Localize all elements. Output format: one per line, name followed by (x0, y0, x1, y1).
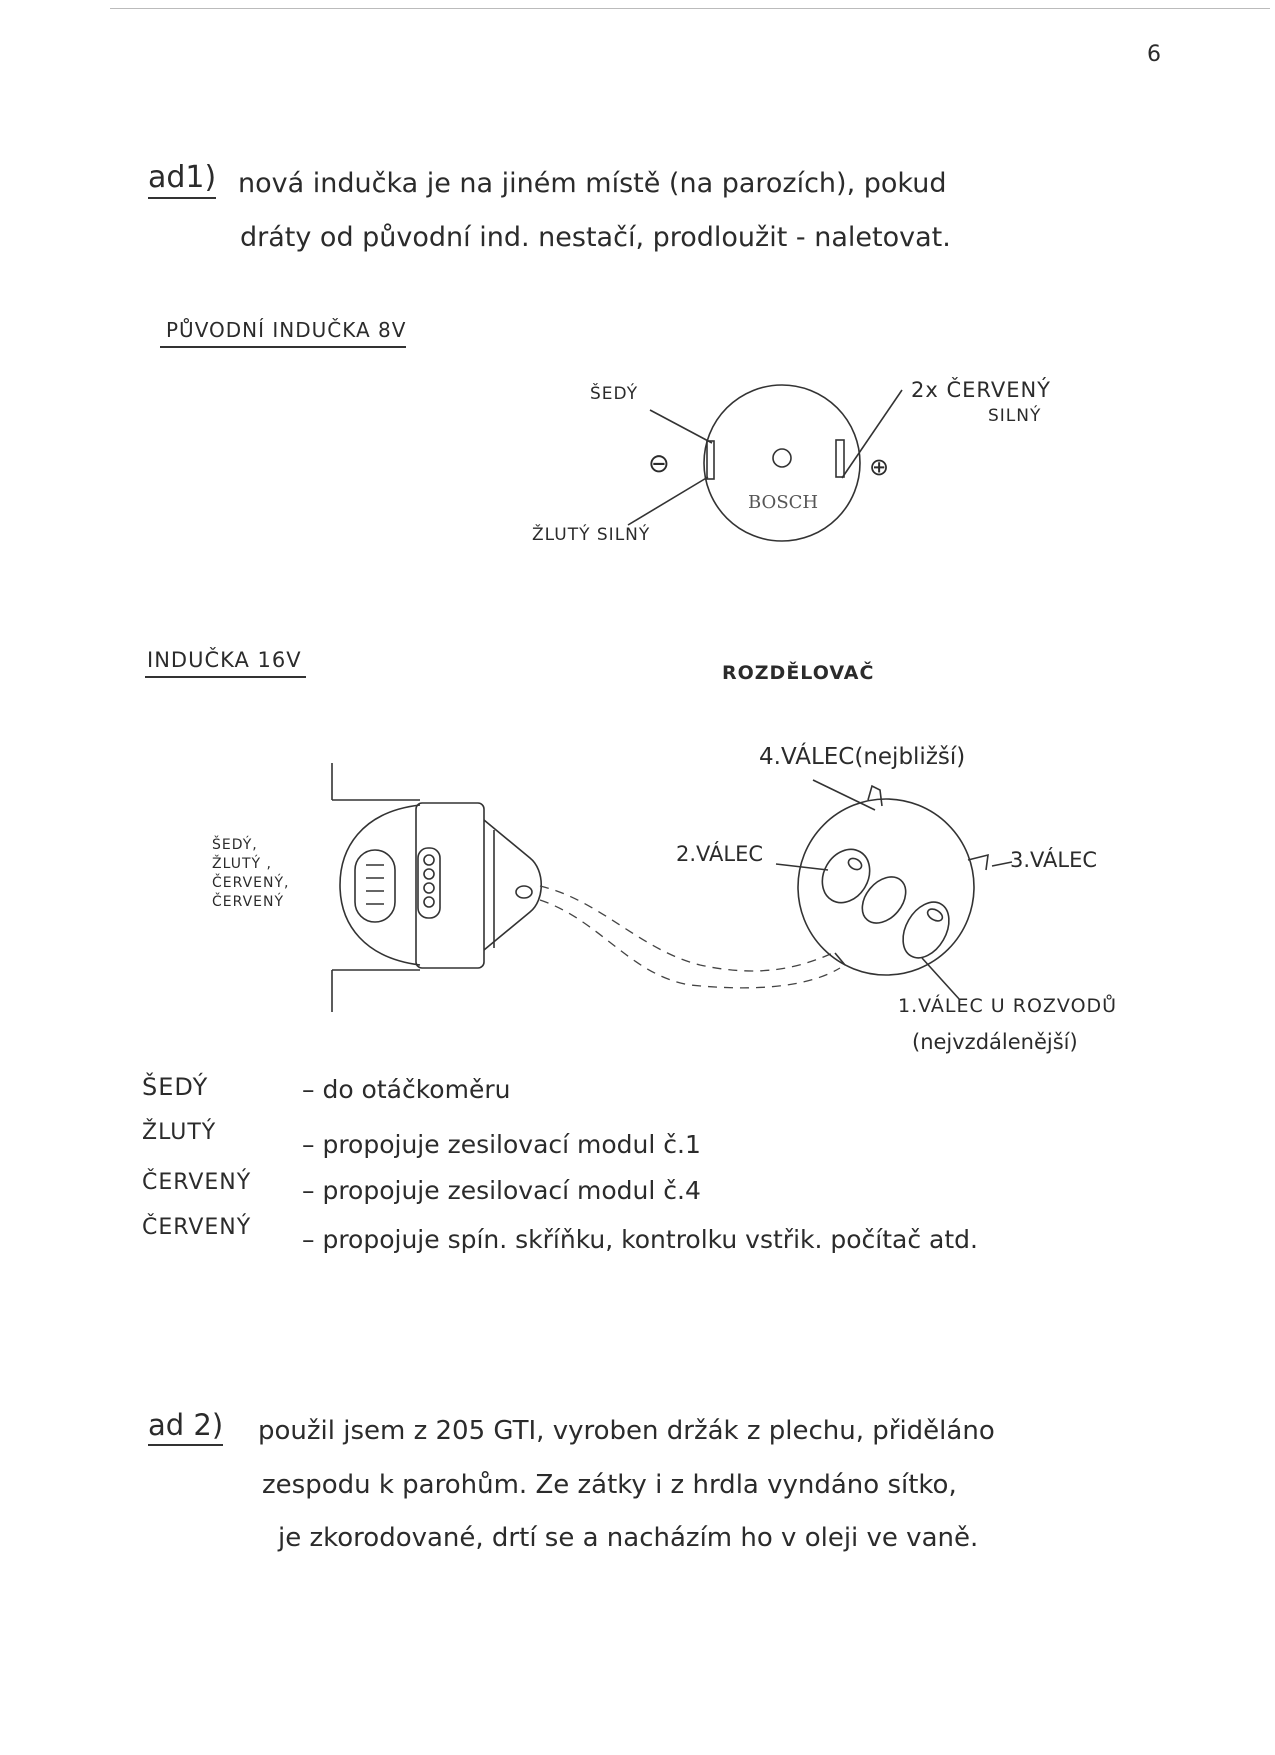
leader-sedy (650, 410, 712, 443)
tower-cyl-4 (868, 786, 882, 806)
distributor-drawing (776, 780, 1012, 1000)
wire-label-2: ŽLUTÝ , (212, 856, 272, 872)
legend-desc-4: – propojuje spín. skříňku, kontrolku vstřik. počítač atd. (302, 1225, 978, 1254)
leader-cyl-1 (922, 958, 960, 1000)
legend-color-3: ČERVENÝ (142, 1170, 252, 1195)
ht-cable-upper (540, 886, 835, 971)
wire-label-1: ŠEDÝ, (212, 837, 258, 853)
distributor-cap (798, 799, 974, 975)
ad1-marker: ad1) (148, 160, 216, 199)
ad2-line-1: použil jsem z 205 GTI, vyroben držák z plechu, přiděláno (258, 1416, 995, 1446)
legend-color-4: ČERVENÝ (142, 1215, 252, 1240)
coil-16v-drawing (332, 763, 541, 1012)
tower-cyl-1 (894, 894, 959, 966)
ad2-line-2: zespodu k parohům. Ze zátky i z hrdla vyndáno sítko, (262, 1470, 957, 1500)
ht-cable-lower (540, 900, 840, 988)
bosch-label: BOSCH (748, 492, 819, 513)
leader-cyl-4 (813, 780, 875, 810)
legend-color-2: ŽLUTÝ (142, 1120, 217, 1145)
leader-cyl-2 (776, 864, 828, 870)
ad1-line-1: nová indučka je na jiném místě (na parozích), pokud (238, 168, 947, 199)
tower-center (853, 869, 914, 932)
label-cyl-4: 4.VÁLEC(nejbližší) (759, 744, 966, 770)
coil-8v-terminal-right (836, 440, 844, 477)
plus-sign: ⊕ (869, 453, 890, 481)
coil-8v-terminal-left (707, 441, 714, 479)
coil-16v-block (416, 803, 484, 968)
label-cyl-1-line-1: 1.VÁLEC U ROZVODŮ (898, 995, 1118, 1017)
legend-color-1: ŠEDÝ (142, 1073, 209, 1101)
label-cyl-3: 3.VÁLEC (1010, 848, 1098, 872)
leader-zluty (628, 477, 708, 525)
coil-16v-arc (340, 805, 420, 965)
tower-cyl-2 (813, 841, 879, 911)
leader-cerveny (842, 390, 902, 478)
heading-8v: PŮVODNÍ INDUČKA 8V (160, 318, 406, 348)
legend-desc-2: – propojuje zesilovací modul č.1 (302, 1130, 701, 1159)
ad2-marker: ad 2) (148, 1408, 223, 1446)
wire-label-3: ČERVENÝ, (212, 875, 290, 891)
ad1-line-2: dráty od původní ind. nestačí, prodloužit - naletovat. (240, 222, 951, 253)
label-zluty-silny: ŽLUTÝ SILNÝ (532, 525, 651, 545)
coil-8v-center (773, 449, 791, 467)
label-cyl-1-line-2: (nejvzdálenější) (912, 1030, 1078, 1054)
coil-16v-nose (484, 820, 541, 950)
label-silny: SILNÝ (988, 406, 1042, 426)
ad2-line-3: je zkorodované, drtí se a nacházím ho v oleji ve vaně. (278, 1523, 979, 1553)
page-number: 6 (1147, 42, 1161, 67)
legend-desc-1: – do otáčkoměru (302, 1075, 511, 1104)
heading-rozdelovac: ROZDĚLOVAČ (722, 662, 875, 684)
wire-label-4: ČERVENÝ (212, 894, 285, 910)
label-sedy-8v: ŠEDÝ (590, 384, 639, 404)
heading-16v: INDUČKA 16V (145, 648, 306, 678)
coil-8v-drawing (628, 385, 902, 541)
coil-16v-connector (355, 850, 395, 922)
minus-sign: ⊖ (648, 449, 670, 479)
legend-desc-3: – propojuje zesilovací modul č.4 (302, 1176, 701, 1205)
leader-cyl-3 (992, 862, 1012, 866)
label-2x-cerveny: 2x ČERVENÝ (911, 378, 1052, 402)
label-cyl-2: 2.VÁLEC (676, 842, 764, 866)
